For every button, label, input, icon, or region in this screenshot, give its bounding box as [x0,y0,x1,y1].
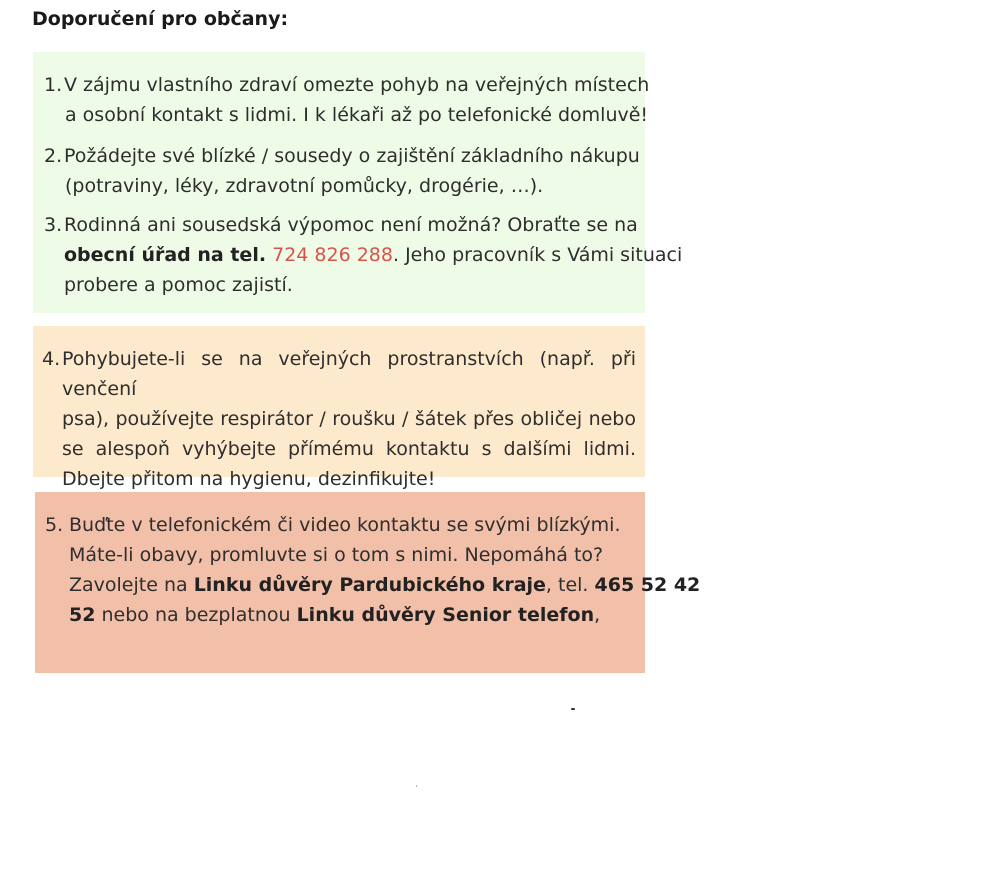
item-text-line: V zájmu vlastního zdraví omezte pohyb na veřejných místech [64,74,650,96]
office-label: obecní úřad na tel. [64,244,267,266]
list-item-1 [44,70,650,130]
item-text-line: Pohybujete-li se na veřejných prostranstvích (např. při venčení [62,348,636,400]
helpline-senior-label: Linku důvěry Senior telefon [296,604,595,626]
helpline-phone-number-cont: 52 [69,604,96,626]
item-text-line: Požádejte své blízké / sousedy o zajištění základního nákupu [64,145,640,167]
item-text-fragment: nebo na bezplatnou [95,604,297,626]
item-text-fragment: , tel. [545,574,595,596]
item-text-fragment: , [594,604,601,626]
helpline-phone-number: 465 52 42 [594,574,701,596]
scan-speck [416,785,417,787]
item-text-line: a osobní kontakt s lidmi. I k lékaři až po telefonické domluvě! [65,104,649,126]
item-number: 4. [42,348,61,370]
scan-speck [571,708,575,710]
list-item-5 [45,510,701,630]
page-title: Doporučení pro občany: [32,8,289,30]
item-text-line: (potraviny, léky, zdravotní pomůcky, drogérie, …). [65,175,544,197]
item-text-line: se alespoň vyhýbejte přímému kontaktu s dalšími lidmi. [62,438,636,460]
list-item-4 [42,344,636,494]
item-text-line: probere a pomoc zajistí. [64,274,293,296]
item-text-line [69,570,701,600]
item-text-line: Máte-li obavy, promluvte si o tom s nimi. Nepomáhá to? [69,544,604,566]
helpline-pardubice-label: Linku důvěry Pardubického kraje [193,574,546,596]
list-item-3 [44,210,683,300]
item-text-line [69,600,635,630]
item-number: 3. [44,214,63,236]
item-text-line [64,240,683,270]
item-number: 1. [44,74,63,96]
item-text-line: Buďte v telefonickém či video kontaktu se svými blízkými. [69,514,621,536]
item-text-line: psa), používejte respirátor / roušku / šátek přes obličej nebo [62,408,636,430]
item-number: 5. [45,514,64,536]
item-text-fragment: Zavolejte na [69,574,194,596]
item-number: 2. [44,145,63,167]
office-phone-number: 724 826 288 [272,244,393,266]
item-text-fragment: . Jeho pracovník s Vámi situaci [392,244,683,266]
item-text-line: Rodinná ani sousedská výpomoc není možná? Obraťte se na [64,214,638,236]
list-item-2 [44,141,644,201]
item-text-line: Dbejte přitom na hygienu, dezinfikujte! [62,468,436,490]
